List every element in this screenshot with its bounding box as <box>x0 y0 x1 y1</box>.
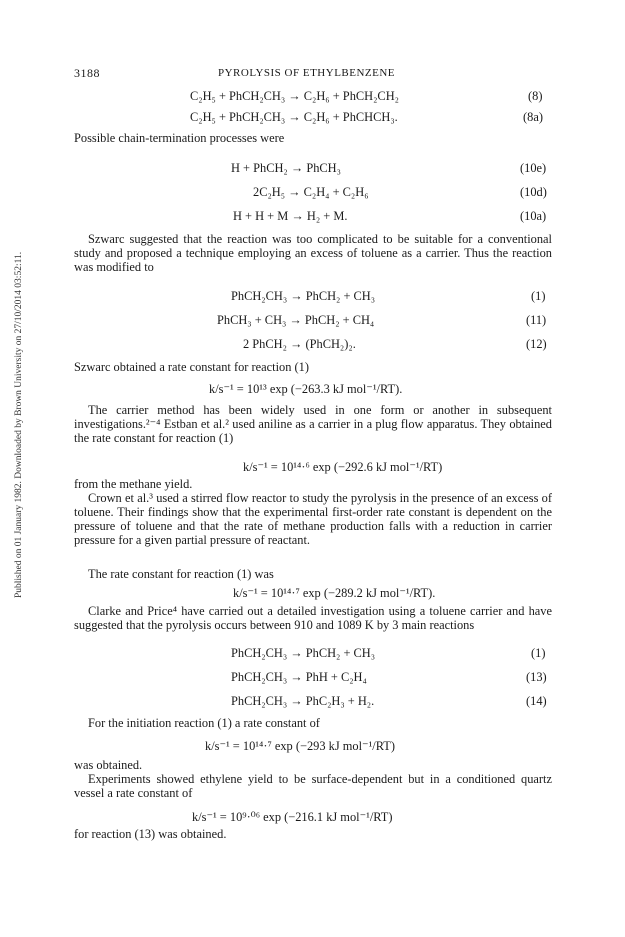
termination-intro: Possible chain-termination processes were <box>74 131 285 145</box>
paragraph-clarke-price: Clarke and Price⁴ have carried out a detailed investigation using a toluene carrier and have suggested that the pyrolysis occurs between 910 and 1089 K by 3 main reactions <box>74 604 552 632</box>
paragraph-crown: Crown et al.³ used a stirred flow reactor to study the pyrolysis in the presence of an excess of toluene. Their findings show that the experimental first-order rate constant is dependent on the pressure of toluene and that the rate of methane production falls with a reduction in carrier pressure for a given partial pressure of reactant. <box>74 491 552 547</box>
equation-14-label: (14) <box>526 694 547 708</box>
rate-constant-clarke: k/s⁻¹ = 10¹⁴·⁷ exp (−293 kJ mol⁻¹/RT) <box>205 739 395 753</box>
equation-10a-label: (10a) <box>520 209 547 223</box>
download-watermark-text: Published on 01 January 1982. Downloaded by Brown University on 27/10/2014 03:52:11. <box>14 251 24 598</box>
equation-10e: H + PhCH₂ → PhCH₃ <box>231 161 341 175</box>
paragraph-carrier-method: The carrier method has been widely used in one form or another in subsequent investigations.²⁻⁴ Estban et al.² used aniline as a carrier in a plug flow apparatus. They obtained the rate constant for reaction (1) <box>74 403 552 445</box>
was-obtained: was obtained. <box>74 758 143 772</box>
rate-constant-szwarc: k/s⁻¹ = 10¹³ exp (−263.3 kJ mol⁻¹/RT). <box>209 382 403 396</box>
equation-10a: H + H + M → H₂ + M. <box>233 209 348 223</box>
running-title: PYROLYSIS OF ETHYLBENZENE <box>218 67 396 79</box>
download-watermark <box>0 0 24 937</box>
equation-10e-label: (10e) <box>520 161 547 175</box>
rate-constant-intro: The rate constant for reaction (1) was <box>88 567 274 581</box>
equation-8a-label: (8a) <box>523 110 543 124</box>
from-methane-yield: from the methane yield. <box>74 477 193 491</box>
equation-12-label: (12) <box>526 337 547 351</box>
equation-1a: PhCH₂CH₃ → PhCH₂ + CH₃ <box>231 289 376 303</box>
equation-8a: C₂H₅ + PhCH₂CH₃ → C₂H₆ + PhCHCH₃. <box>190 110 398 124</box>
equation-1b-label: (1) <box>531 646 546 660</box>
rate-constant-estban: k/s⁻¹ = 10¹⁴·⁶ exp (−292.6 kJ mol⁻¹/RT) <box>243 460 443 474</box>
rate-constant-crown: k/s⁻¹ = 10¹⁴·⁷ exp (−289.2 kJ mol⁻¹/RT). <box>233 586 436 600</box>
equation-8-label: (8) <box>528 89 543 103</box>
equation-11-label: (11) <box>526 313 547 327</box>
equation-13-label: (13) <box>526 670 547 684</box>
equation-13: PhCH₂CH₃ → PhH + C₂H₄ <box>231 670 367 684</box>
equation-1a-label: (1) <box>531 289 546 303</box>
paragraph-experiments: Experiments showed ethylene yield to be surface-dependent but in a conditioned quartz vessel a rate constant of <box>74 772 552 800</box>
rate-constant-ethylene: k/s⁻¹ = 10⁹·⁰⁶ exp (−216.1 kJ mol⁻¹/RT) <box>192 810 393 824</box>
equation-10d-label: (10d) <box>520 185 547 199</box>
initiation-intro: For the initiation reaction (1) a rate constant of <box>88 716 320 730</box>
equation-11: PhCH₃ + CH₃ → PhCH₂ + CH₄ <box>217 313 375 327</box>
page-number: 3188 <box>74 66 100 80</box>
equation-10d: 2C₂H₅ → C₂H₄ + C₂H₆ <box>253 185 369 199</box>
equation-14: PhCH₂CH₃ → PhC₂H₃ + H₂. <box>231 694 375 708</box>
final-line: for reaction (13) was obtained. <box>74 827 227 841</box>
szwarc-rate-intro: Szwarc obtained a rate constant for reaction (1) <box>74 360 309 374</box>
equation-12: 2 PhCH₂ → (PhCH₂)₂. <box>243 337 356 351</box>
equation-1b: PhCH₂CH₃ → PhCH₂ + CH₃ <box>231 646 376 660</box>
equation-8: C₂H₅ + PhCH₂CH₃ → C₂H₆ + PhCH₂CH₂ <box>190 89 399 103</box>
paragraph-szwarc: Szwarc suggested that the reaction was too complicated to be suitable for a conventional study and proposed a technique employing an excess of toluene as a carrier. Thus the reaction was modified to <box>74 232 552 274</box>
